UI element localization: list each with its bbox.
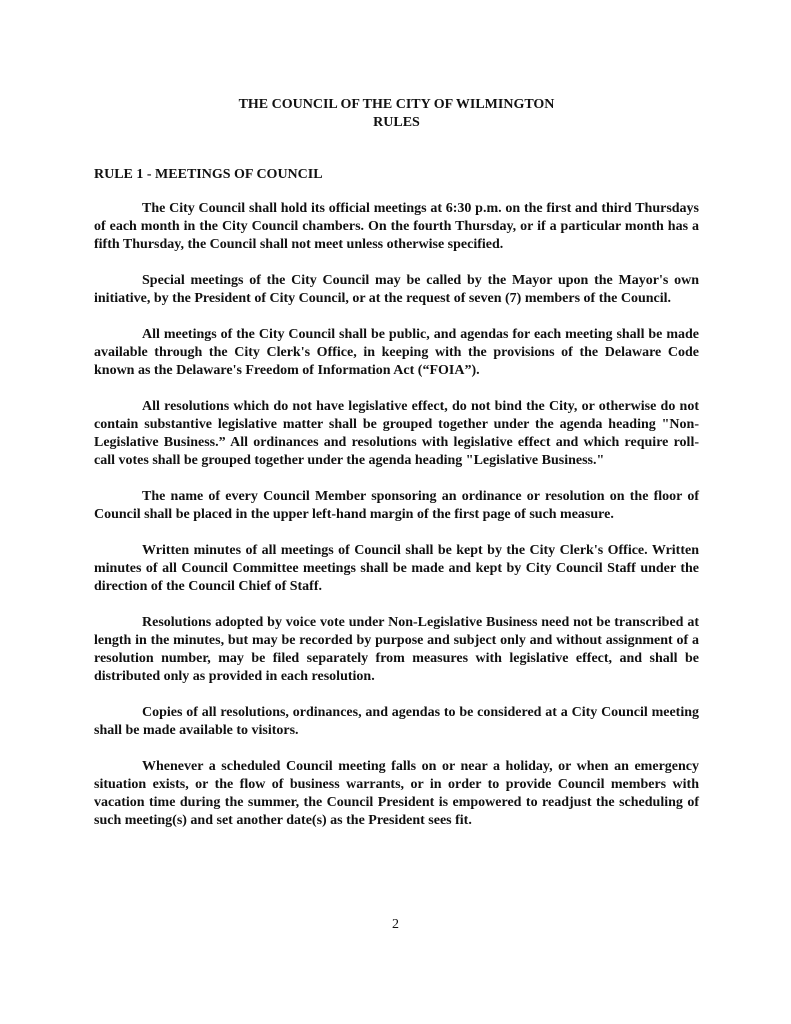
page-number: 2 — [392, 917, 399, 932]
paragraph-voice-vote-resolutions: Resolutions adopted by voice vote under Non-Legislative Business need not be transcribed at length in the minutes, but may be recorded by purpose and subject only and without assignment of a resolution number, may be filed separately from measures with legislative effect, and shall be distributed only as provided in each resolution. — [94, 615, 699, 684]
paragraph-written-minutes: Written minutes of all meetings of Council shall be kept by the City Clerk's Office. Written minutes of all Council Committee meetings shall be made and kept by City Council Staff under the direction of the Council Chief of Staff. — [94, 543, 699, 594]
paragraph-sponsor-names: The name of every Council Member sponsoring an ordinance or resolution on the floor of Council shall be placed in the upper left-hand margin of the first page of such measure. — [94, 489, 699, 522]
paragraph-copies-for-visitors: Copies of all resolutions, ordinances, and agendas to be considered at a City Council meeting shall be made available to visitors. — [94, 705, 699, 738]
rule-heading: RULE 1 - MEETINGS OF COUNCIL — [94, 167, 323, 182]
document-page — [94, 96, 699, 830]
document-subtitle: RULES — [373, 115, 420, 130]
paragraph-public-meetings: All meetings of the City Council shall be public, and agendas for each meeting shall be made available through the City Clerk's Office, in keeping with the provisions of the Delaware Code known as the Delaware's Freedom of Information Act (“FOIA”). — [94, 327, 699, 378]
document-title: THE COUNCIL OF THE CITY OF WILMINGTON — [238, 97, 555, 112]
paragraph-rescheduling: Whenever a scheduled Council meeting falls on or near a holiday, or when an emergency situation exists, or the flow of business warrants, or in order to provide Council members with vacation time during the summer, the Council President is empowered to readjust the scheduling of such meeting(s) and set another date(s) as the President sees fit. — [94, 759, 699, 828]
paragraph-special-meetings: Special meetings of the City Council may be called by the Mayor upon the Mayor's own initiative, by the President of City Council, or at the request of seven (7) members of the Council. — [94, 273, 699, 306]
paragraph-meeting-schedule: The City Council shall hold its official meetings at 6:30 p.m. on the first and third Thursdays of each month in the City Council chambers. On the fourth Thursday, or if a particular month has a fifth Thursday, the Council shall not meet unless otherwise specified. — [94, 201, 699, 252]
paragraph-agenda-grouping: All resolutions which do not have legislative effect, do not bind the City, or otherwise do not contain substantive legislative matter shall be grouped together under the agenda heading "Non-Legislative Business.” All ordinances and resolutions with legislative effect and which require roll-call votes shall be grouped together under the agenda heading "Legislative Business." — [94, 399, 699, 468]
